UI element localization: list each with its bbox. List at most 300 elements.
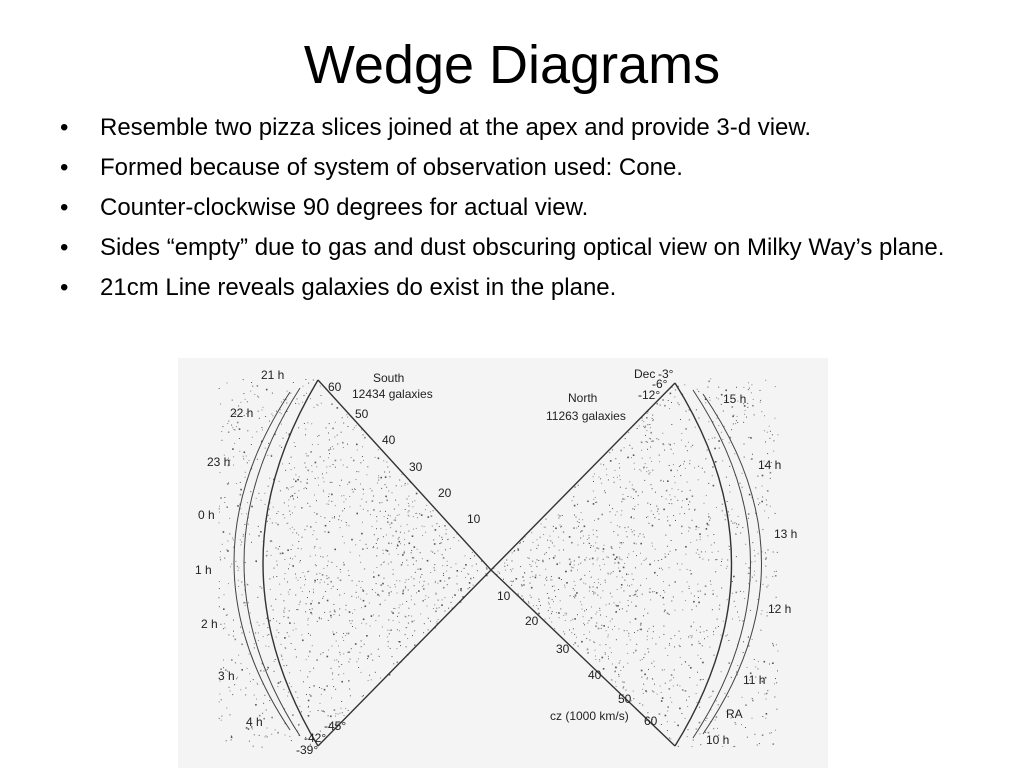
galaxy-dot	[341, 708, 342, 709]
galaxy-dot	[722, 439, 723, 440]
galaxy-dot	[430, 511, 431, 512]
galaxy-dot	[617, 477, 618, 478]
galaxy-dot	[253, 746, 254, 747]
galaxy-dot	[365, 606, 367, 608]
galaxy-dot	[580, 563, 581, 564]
galaxy-dot	[443, 573, 444, 574]
galaxy-dot	[248, 524, 249, 525]
galaxy-dot	[579, 522, 580, 523]
galaxy-dot	[633, 579, 634, 580]
galaxy-dot	[561, 579, 562, 580]
galaxy-dot	[276, 513, 277, 514]
galaxy-dot	[507, 565, 508, 566]
galaxy-dot	[360, 483, 361, 484]
galaxy-dot	[513, 581, 514, 582]
galaxy-dot	[626, 531, 627, 532]
galaxy-dot	[510, 569, 511, 570]
galaxy-dot	[367, 466, 368, 467]
galaxy-dot	[240, 689, 241, 690]
galaxy-dot	[317, 404, 318, 405]
galaxy-dot	[685, 690, 687, 692]
galaxy-dot	[752, 542, 753, 543]
galaxy-dot	[659, 519, 660, 520]
galaxy-dot	[551, 580, 552, 581]
galaxy-dot	[586, 638, 587, 639]
galaxy-dot	[598, 518, 600, 520]
galaxy-dot	[270, 518, 271, 519]
galaxy-dot	[434, 564, 435, 565]
galaxy-dot	[358, 667, 359, 668]
north-ra-label: 15 h	[723, 392, 747, 406]
galaxy-dot	[713, 634, 714, 635]
galaxy-dot	[661, 700, 663, 702]
galaxy-dot	[598, 582, 599, 583]
galaxy-dot	[314, 546, 315, 547]
galaxy-dot	[239, 451, 240, 452]
galaxy-dot	[725, 390, 727, 392]
galaxy-dot	[425, 532, 426, 533]
galaxy-dot	[694, 596, 695, 597]
galaxy-dot	[771, 732, 772, 733]
galaxy-dot	[770, 472, 772, 474]
galaxy-dot	[323, 481, 324, 482]
galaxy-dot	[542, 561, 544, 563]
galaxy-dot	[673, 685, 674, 686]
galaxy-dot	[595, 625, 597, 627]
galaxy-dot	[670, 697, 671, 698]
galaxy-dot	[671, 638, 672, 639]
galaxy-dot	[659, 455, 660, 456]
galaxy-dot	[378, 575, 380, 577]
galaxy-dot	[773, 451, 774, 452]
galaxy-dot	[356, 444, 358, 446]
galaxy-dot	[267, 728, 268, 729]
galaxy-dot	[615, 458, 616, 459]
galaxy-dot	[260, 531, 262, 533]
galaxy-dot	[294, 467, 295, 468]
galaxy-dot	[754, 550, 755, 551]
galaxy-dot	[600, 597, 601, 598]
galaxy-dot	[772, 576, 773, 577]
galaxy-dot	[619, 663, 620, 664]
galaxy-dot	[680, 646, 681, 647]
galaxy-dot	[710, 581, 711, 582]
galaxy-dot	[373, 576, 375, 578]
galaxy-dot	[318, 710, 319, 711]
galaxy-dot	[658, 509, 659, 510]
galaxy-dot	[281, 644, 282, 645]
galaxy-dot	[644, 427, 646, 429]
galaxy-dot	[247, 430, 248, 431]
galaxy-dot	[301, 711, 302, 712]
galaxy-dot	[748, 518, 749, 519]
galaxy-dot	[696, 540, 697, 541]
galaxy-dot	[580, 538, 581, 539]
galaxy-dot	[300, 481, 301, 482]
galaxy-dot	[765, 441, 766, 442]
galaxy-dot	[578, 564, 579, 565]
galaxy-dot	[447, 584, 448, 585]
galaxy-dot	[565, 571, 567, 573]
galaxy-dot	[701, 551, 702, 552]
galaxy-dot	[384, 578, 385, 579]
galaxy-dot	[579, 519, 580, 520]
galaxy-dot	[662, 569, 663, 570]
galaxy-dot	[395, 500, 396, 501]
galaxy-dot	[696, 409, 697, 410]
galaxy-dot	[558, 537, 559, 538]
galaxy-dot	[286, 665, 287, 666]
galaxy-dot	[305, 529, 306, 530]
galaxy-dot	[665, 535, 666, 536]
galaxy-dot	[662, 433, 663, 434]
galaxy-dot	[370, 514, 371, 515]
galaxy-dot	[316, 466, 317, 467]
galaxy-dot	[603, 668, 605, 670]
galaxy-dot	[310, 711, 311, 712]
galaxy-dot	[708, 421, 709, 422]
galaxy-dot	[612, 548, 613, 549]
galaxy-dot	[394, 509, 395, 510]
galaxy-dot	[585, 560, 586, 561]
galaxy-dot	[243, 602, 245, 604]
wedge-diagram	[178, 358, 828, 768]
galaxy-dot	[622, 608, 623, 609]
galaxy-dot	[768, 549, 769, 550]
galaxy-dot	[391, 522, 393, 524]
galaxy-dot	[231, 737, 233, 739]
galaxy-dot	[333, 686, 334, 687]
galaxy-dot	[734, 746, 735, 747]
galaxy-dot	[341, 432, 342, 433]
galaxy-dot	[230, 566, 231, 567]
galaxy-dot	[685, 446, 686, 447]
galaxy-dot	[236, 678, 237, 679]
galaxy-dot	[343, 673, 344, 674]
galaxy-dot	[316, 522, 317, 523]
galaxy-dot	[361, 646, 362, 647]
galaxy-dot	[561, 526, 562, 527]
galaxy-dot	[408, 515, 409, 516]
galaxy-dot	[678, 746, 679, 747]
galaxy-dot	[528, 601, 529, 602]
galaxy-dot	[248, 602, 249, 603]
galaxy-dot	[340, 459, 341, 460]
galaxy-dot	[396, 648, 397, 649]
galaxy-dot	[341, 480, 342, 481]
galaxy-dot	[219, 581, 220, 582]
galaxy-dot	[240, 544, 241, 545]
galaxy-dot	[573, 628, 574, 629]
galaxy-dot	[591, 545, 592, 546]
galaxy-dot	[411, 550, 412, 551]
galaxy-dot	[590, 547, 591, 548]
galaxy-dot	[289, 672, 290, 673]
galaxy-dot	[312, 600, 313, 601]
galaxy-dot	[563, 532, 564, 533]
galaxy-dot	[708, 513, 709, 514]
slide-title: Wedge Diagrams	[303, 35, 721, 95]
galaxy-dot	[607, 636, 608, 637]
galaxy-dot	[318, 485, 319, 486]
galaxy-dot	[407, 638, 408, 639]
galaxy-dot	[307, 620, 308, 621]
galaxy-dot	[363, 619, 365, 621]
galaxy-dot	[230, 690, 231, 691]
galaxy-dot	[604, 545, 605, 546]
galaxy-dot	[643, 534, 644, 535]
galaxy-dot	[677, 685, 678, 686]
galaxy-dot	[716, 716, 718, 718]
galaxy-dot	[380, 511, 381, 512]
galaxy-dot	[697, 549, 698, 550]
galaxy-dot	[642, 705, 643, 706]
north-dec-header: Dec	[634, 367, 656, 381]
galaxy-dot	[777, 651, 778, 652]
galaxy-dot	[671, 702, 672, 703]
galaxy-dot	[593, 534, 594, 535]
galaxy-dot	[403, 552, 405, 554]
galaxy-dot	[331, 494, 333, 496]
galaxy-dot	[310, 451, 312, 453]
galaxy-dot	[547, 540, 548, 541]
galaxy-dot	[300, 601, 301, 602]
galaxy-dot	[385, 476, 387, 478]
galaxy-dot	[360, 462, 361, 463]
galaxy-dot	[587, 649, 589, 651]
galaxy-dot	[433, 539, 434, 540]
galaxy-dot	[445, 611, 446, 612]
galaxy-dot	[684, 461, 685, 462]
galaxy-dot	[584, 610, 585, 611]
galaxy-dot	[292, 495, 294, 497]
galaxy-dot	[405, 586, 406, 587]
galaxy-dot	[245, 688, 246, 689]
galaxy-dot	[583, 536, 584, 537]
galaxy-dot	[633, 698, 634, 699]
galaxy-dot	[247, 668, 248, 669]
galaxy-dot	[302, 402, 303, 403]
galaxy-dot	[439, 526, 440, 527]
galaxy-dot	[329, 449, 330, 450]
galaxy-dot	[601, 514, 603, 516]
galaxy-dot	[284, 578, 285, 579]
galaxy-dot	[396, 485, 397, 486]
galaxy-dot	[238, 655, 239, 656]
galaxy-dot	[386, 500, 388, 502]
ra-axis-label: RA	[726, 707, 743, 721]
galaxy-dot	[600, 584, 601, 585]
galaxy-dot	[434, 570, 435, 571]
galaxy-dot	[307, 479, 308, 480]
galaxy-dot	[333, 634, 335, 636]
galaxy-dot	[598, 579, 599, 580]
galaxy-dot	[295, 474, 296, 475]
galaxy-dot	[251, 506, 253, 508]
galaxy-dot	[224, 558, 225, 559]
galaxy-dot	[358, 471, 359, 472]
galaxy-dot	[261, 588, 262, 589]
galaxy-dot	[697, 685, 698, 686]
galaxy-dot	[600, 464, 601, 465]
galaxy-dot	[621, 587, 622, 588]
galaxy-dot	[332, 674, 333, 675]
galaxy-dot	[773, 552, 774, 553]
galaxy-dot	[391, 611, 392, 612]
galaxy-dot	[265, 504, 266, 505]
galaxy-dot	[686, 498, 688, 500]
galaxy-dot	[503, 579, 504, 580]
galaxy-dot	[640, 553, 641, 554]
galaxy-dot	[346, 522, 347, 523]
galaxy-dot	[766, 587, 767, 588]
galaxy-dot	[409, 506, 410, 507]
galaxy-dot	[606, 556, 607, 557]
galaxy-dot	[257, 622, 258, 623]
galaxy-dot	[669, 525, 671, 527]
galaxy-dot	[250, 612, 251, 613]
galaxy-dot	[765, 380, 766, 381]
galaxy-dot	[604, 564, 605, 565]
galaxy-dot	[757, 532, 758, 533]
galaxy-dot	[634, 463, 635, 464]
galaxy-dot	[454, 594, 456, 596]
galaxy-dot	[330, 615, 332, 617]
galaxy-dot	[320, 516, 321, 517]
galaxy-dot	[757, 745, 758, 746]
galaxy-dot	[689, 419, 690, 420]
galaxy-dot	[529, 558, 530, 559]
galaxy-dot	[773, 440, 774, 441]
galaxy-dot	[379, 595, 380, 596]
galaxy-dot	[687, 482, 688, 483]
galaxy-dot	[353, 491, 354, 492]
galaxy-dot	[558, 612, 560, 614]
galaxy-dot	[618, 628, 619, 629]
galaxy-dot	[575, 487, 576, 488]
galaxy-dot	[709, 520, 710, 521]
galaxy-dot	[304, 576, 305, 577]
galaxy-dot	[257, 597, 258, 598]
galaxy-dot	[723, 621, 724, 622]
galaxy-dot	[226, 708, 227, 709]
bullet-item	[60, 110, 980, 145]
galaxy-dot	[237, 677, 238, 678]
galaxy-dot	[716, 559, 717, 560]
galaxy-dot	[729, 515, 730, 516]
galaxy-dot	[767, 453, 768, 454]
galaxy-dot	[613, 571, 614, 572]
galaxy-dot	[276, 637, 277, 638]
galaxy-dot	[411, 552, 412, 553]
galaxy-dot	[232, 448, 234, 450]
galaxy-dot	[288, 568, 289, 569]
galaxy-dot	[596, 548, 597, 549]
galaxy-dot	[714, 542, 715, 543]
galaxy-dot	[458, 540, 459, 541]
galaxy-dot	[698, 602, 700, 604]
galaxy-dot	[243, 458, 244, 459]
galaxy-dot	[575, 585, 576, 586]
galaxy-dot	[347, 444, 348, 445]
galaxy-dot	[368, 657, 369, 658]
galaxy-dot	[665, 556, 667, 558]
galaxy-dot	[619, 475, 620, 476]
galaxy-dot	[511, 581, 512, 582]
galaxy-dot	[600, 644, 601, 645]
galaxy-dot	[693, 622, 694, 623]
galaxy-dot	[721, 671, 722, 672]
galaxy-dot	[631, 602, 632, 603]
galaxy-dot	[591, 617, 593, 619]
galaxy-dot	[603, 559, 604, 560]
galaxy-dot	[372, 500, 374, 502]
galaxy-dot	[535, 577, 537, 579]
galaxy-dot	[366, 502, 367, 503]
galaxy-dot	[646, 430, 647, 431]
galaxy-dot	[362, 589, 363, 590]
galaxy-dot	[729, 442, 730, 443]
galaxy-dot	[663, 509, 665, 511]
galaxy-dot	[349, 689, 350, 690]
galaxy-dot	[759, 743, 760, 744]
galaxy-dot	[680, 569, 681, 570]
galaxy-dot	[322, 710, 324, 712]
galaxy-dot	[461, 571, 462, 572]
galaxy-dot	[777, 670, 778, 671]
galaxy-dot	[332, 672, 333, 673]
galaxy-dot	[624, 580, 625, 581]
galaxy-dot	[765, 558, 767, 560]
galaxy-dot	[670, 551, 671, 552]
galaxy-dot	[617, 511, 618, 512]
galaxy-dot	[376, 567, 377, 568]
bullet-dot-icon: •	[60, 234, 69, 261]
galaxy-dot	[220, 624, 221, 625]
galaxy-dot	[608, 573, 609, 574]
galaxy-dot	[752, 639, 753, 640]
galaxy-dot	[295, 481, 297, 483]
galaxy-dot	[247, 502, 248, 503]
galaxy-dot	[713, 631, 714, 632]
galaxy-dot	[605, 582, 606, 583]
galaxy-dot	[605, 580, 606, 581]
galaxy-dot	[673, 464, 674, 465]
galaxy-dot	[601, 483, 602, 484]
galaxy-dot	[708, 483, 709, 484]
galaxy-dot	[350, 552, 351, 553]
galaxy-dot	[414, 604, 415, 605]
galaxy-dot	[669, 643, 670, 644]
galaxy-dot	[233, 429, 234, 430]
galaxy-dot	[285, 647, 286, 648]
galaxy-dot	[285, 573, 286, 574]
galaxy-dot	[608, 658, 609, 659]
galaxy-dot	[291, 469, 292, 470]
galaxy-dot	[643, 426, 644, 427]
galaxy-dot	[735, 423, 736, 424]
galaxy-dot	[673, 597, 674, 598]
galaxy-dot	[582, 519, 583, 520]
galaxy-dot	[675, 549, 677, 551]
galaxy-dot	[266, 735, 267, 736]
galaxy-dot	[229, 518, 230, 519]
galaxy-dot	[363, 434, 364, 435]
galaxy-dot	[770, 431, 771, 432]
galaxy-dot	[244, 524, 245, 525]
galaxy-dot	[231, 736, 232, 737]
galaxy-dot	[669, 567, 670, 568]
